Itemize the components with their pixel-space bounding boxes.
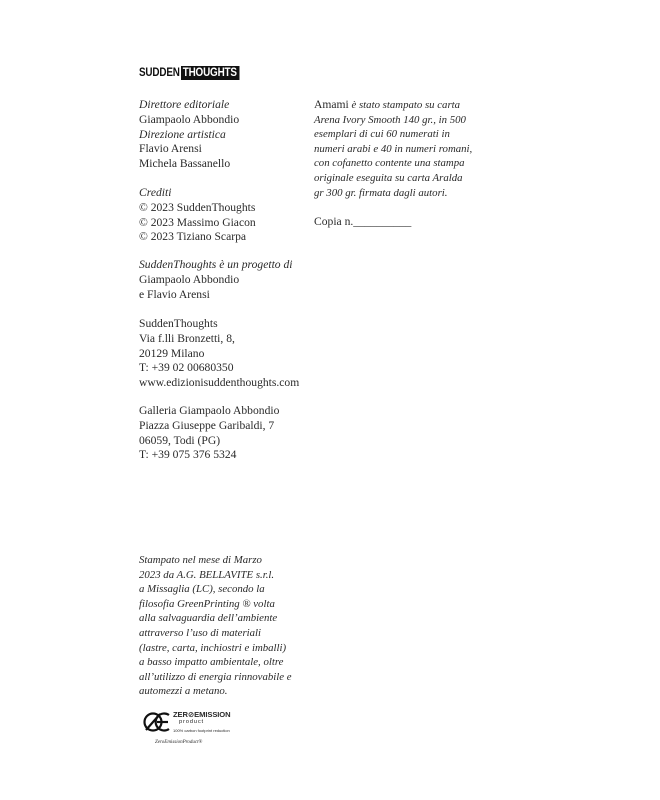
printing-note (139, 553, 292, 699)
colophon-line: gr 300 gr. firmata dagli autori. (314, 186, 448, 199)
project-line: e Flavio Arensi (139, 287, 210, 301)
art-director-name-2: Michela Bassanello (139, 157, 231, 171)
copy-number (314, 215, 411, 230)
colophon-line: originale eseguita su carta Aralda (314, 171, 463, 184)
phone-line: T: +39 02 00680350 (139, 361, 234, 375)
phone-line: T: +39 075 376 5324 (139, 448, 237, 462)
colophon-line: numeri arabi e 40 in numeri romani, (314, 142, 473, 155)
printing-line: filosofia GreenPrinting ® volta (139, 597, 275, 610)
publisher-address (139, 317, 299, 391)
zero-emission-tagline: 100% carbon footprint reduction (173, 728, 230, 733)
address-line: Galleria Giampaolo Abbondio (139, 404, 280, 417)
printing-line: a Missaglia (LC), secondo la (139, 583, 265, 596)
zero-emission-footer: ZeroEmissionProduct® (155, 740, 203, 745)
copy-number-label: Copia n.__________ (314, 215, 412, 228)
colophon-line: Arena Ivory Smooth 140 gr., in 500 (314, 113, 466, 126)
gallery-address (139, 404, 279, 463)
colophon-line: con cofanetto contente una stampa (314, 157, 465, 170)
printing-line: Stampato nel mese di Marzo (139, 554, 262, 566)
website-link[interactable]: www.edizionisuddenthoughts.com (139, 376, 300, 390)
printing-line: (lastre, carta, inchiostri e imballi) (139, 641, 287, 654)
editorial-director-name: Giampaolo Abbondio (139, 112, 240, 126)
colophon-first-line (314, 98, 472, 113)
logo-thoughts: THOUGHTS (181, 66, 239, 80)
publisher-logo (139, 66, 249, 80)
colophon-note (314, 98, 472, 200)
credits (139, 186, 256, 245)
printing-line: all’utilizzo di energia rinnovabile e (139, 670, 292, 683)
book-title: Amami (314, 98, 349, 111)
printing-line: a basso impatto ambientale, oltre (139, 656, 284, 669)
zero-emission-title: ZER⊘EMISSION (173, 710, 231, 719)
editorial-director-label: Direttore editoriale (139, 98, 230, 111)
art-direction-label: Direzione artistica (139, 127, 226, 141)
colophon-line: è stato stampato su carta (348, 99, 461, 111)
editorial-staff (139, 98, 239, 172)
address-line: 06059, Todi (PG) (139, 433, 221, 447)
printing-line: attraverso l’uso di materiali (139, 626, 262, 639)
project-label: SuddenThoughts è un progetto di (139, 258, 293, 271)
zero-emission-icon (143, 710, 173, 736)
project-info (139, 258, 293, 302)
zero-emission-subtitle: product (179, 719, 204, 725)
printing-line: 2023 da A.G. BELLAVITE s.r.l. (139, 568, 275, 581)
printing-line: automezzi a metano. (139, 685, 228, 698)
project-line: Giampaolo Abbondio (139, 272, 240, 286)
credits-label: Crediti (139, 186, 172, 199)
address-line: SuddenThoughts (139, 317, 218, 330)
zero-emission-logo (143, 710, 253, 748)
credit-line: © 2023 Massimo Giacon (139, 215, 256, 229)
art-director-name-1: Flavio Arensi (139, 142, 202, 156)
printing-line: alla salvaguardia dell’ambiente (139, 612, 278, 625)
credit-line: © 2023 SuddenThoughts (139, 200, 256, 214)
address-line: 20129 Milano (139, 346, 205, 360)
address-line: Piazza Giuseppe Garibaldi, 7 (139, 418, 275, 432)
address-line: Via f.lli Bronzetti, 8, (139, 331, 235, 345)
colophon-line: esemplari di cui 60 numerati in (314, 128, 450, 141)
logo-sudden: SUDDEN (139, 67, 180, 79)
credit-line: © 2023 Tiziano Scarpa (139, 230, 247, 244)
